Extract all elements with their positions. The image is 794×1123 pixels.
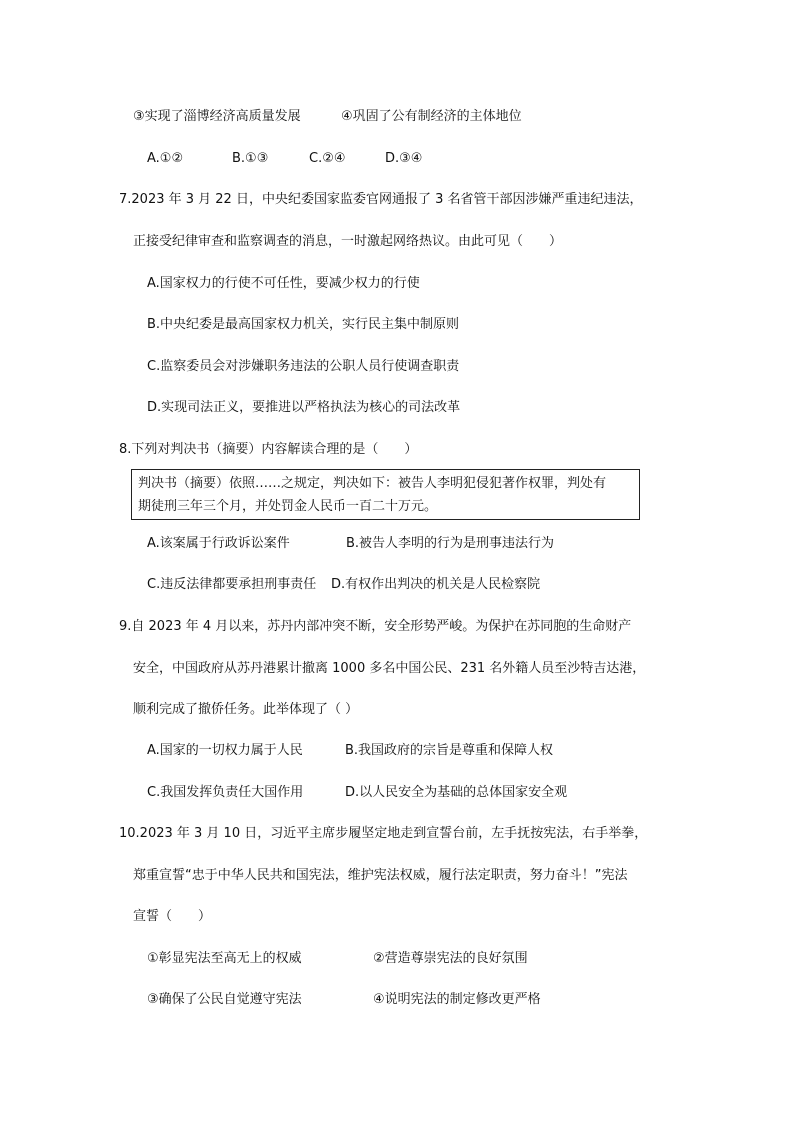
q6-item-4: ④巩固了公有制经济的主体地位 — [341, 109, 522, 124]
q9-stem-line-3: 顺利完成了撤侨任务。此举体现了（ ） — [133, 702, 359, 717]
q7-option-d[interactable]: D.实现司法正义，要推进以严格执法为核心的司法改革 — [147, 400, 461, 415]
q6-option-c[interactable]: C.②④ — [309, 151, 346, 166]
q6-item-3: ③实现了淄博经济高质量发展 — [133, 109, 301, 124]
q9-stem-line-1: 9.自 2023 年 4 月以来，苏丹内部冲突不断，安全形势严峻。为保护在苏同胞的生命财产 — [119, 619, 632, 634]
q7-stem-line-1: 7.2023 年 3 月 22 日，中央纪委国家监委官网通报了 3 名省管干部因涉嫌严重违纪违法， — [119, 192, 643, 207]
q8-box-line-1: 判决书（摘要）依照……之规定，判决如下：被告人李明犯侵犯著作权罪，判处有 — [138, 476, 607, 491]
q8-box-line-2: 期徒刑三年三个月，并处罚金人民币一百二十万元。 — [138, 499, 438, 514]
q6-option-b[interactable]: B.①③ — [232, 151, 269, 166]
q10-item-3: ③确保了公民自觉遵守宪法 — [147, 992, 302, 1007]
q7-stem-line-2: 正接受纪律审查和监察调查的消息，一时激起网络热议。由此可见（ ） — [133, 234, 563, 249]
q9-option-a[interactable]: A.国家的一切权力属于人民 — [147, 743, 303, 758]
q8-option-a[interactable]: A.该案属于行政诉讼案件 — [147, 536, 290, 551]
q8-option-d[interactable]: D.有权作出判决的机关是人民检察院 — [331, 577, 541, 592]
q6-option-a[interactable]: A.①② — [147, 151, 184, 166]
q7-option-c[interactable]: C.监察委员会对涉嫌职务违法的公职人员行使调查职责 — [147, 359, 460, 374]
q8-option-b[interactable]: B.被告人李明的行为是刑事违法行为 — [346, 536, 555, 551]
q9-option-d[interactable]: D.以人民安全为基础的总体国家安全观 — [345, 785, 568, 800]
q8-stem: 8.下列对判决书（摘要）内容解读合理的是（ ） — [119, 442, 418, 457]
q10-stem-line-2: 郑重宣誓“忠于中华人民共和国宪法，维护宪法权威，履行法定职责，努力奋斗！”宪法 — [133, 868, 628, 883]
q10-stem-line-1: 10.2023 年 3 月 10 日，习近平主席步履坚定地走到宣誓台前，左手抚按宪法，右手举拳， — [119, 826, 648, 841]
q7-option-a[interactable]: A.国家权力的行使不可任性，要减少权力的行使 — [147, 276, 420, 291]
q10-stem-line-3: 宣誓（ ） — [133, 909, 212, 924]
q8-option-c[interactable]: C.违反法律都要承担刑事责任 — [147, 577, 317, 592]
q6-option-d[interactable]: D.③④ — [385, 151, 423, 166]
q9-option-b[interactable]: B.我国政府的宗旨是尊重和保障人权 — [345, 743, 554, 758]
q9-stem-line-2: 安全，中国政府从苏丹港累计撤离 1000 多名中国公民、231 名外籍人员至沙特吉达港， — [133, 661, 646, 676]
q8-judgment-box — [131, 469, 640, 520]
q10-item-2: ②营造尊崇宪法的良好氛围 — [373, 951, 528, 966]
q10-item-4: ④说明宪法的制定修改更严格 — [373, 992, 541, 1007]
q10-item-1: ①彰显宪法至高无上的权威 — [147, 951, 302, 966]
q6-statement-row-2 — [133, 108, 522, 126]
q9-option-c[interactable]: C.我国发挥负责任大国作用 — [147, 785, 304, 800]
q7-option-b[interactable]: B.中央纪委是最高国家权力机关，实行民主集中制原则 — [147, 317, 460, 332]
